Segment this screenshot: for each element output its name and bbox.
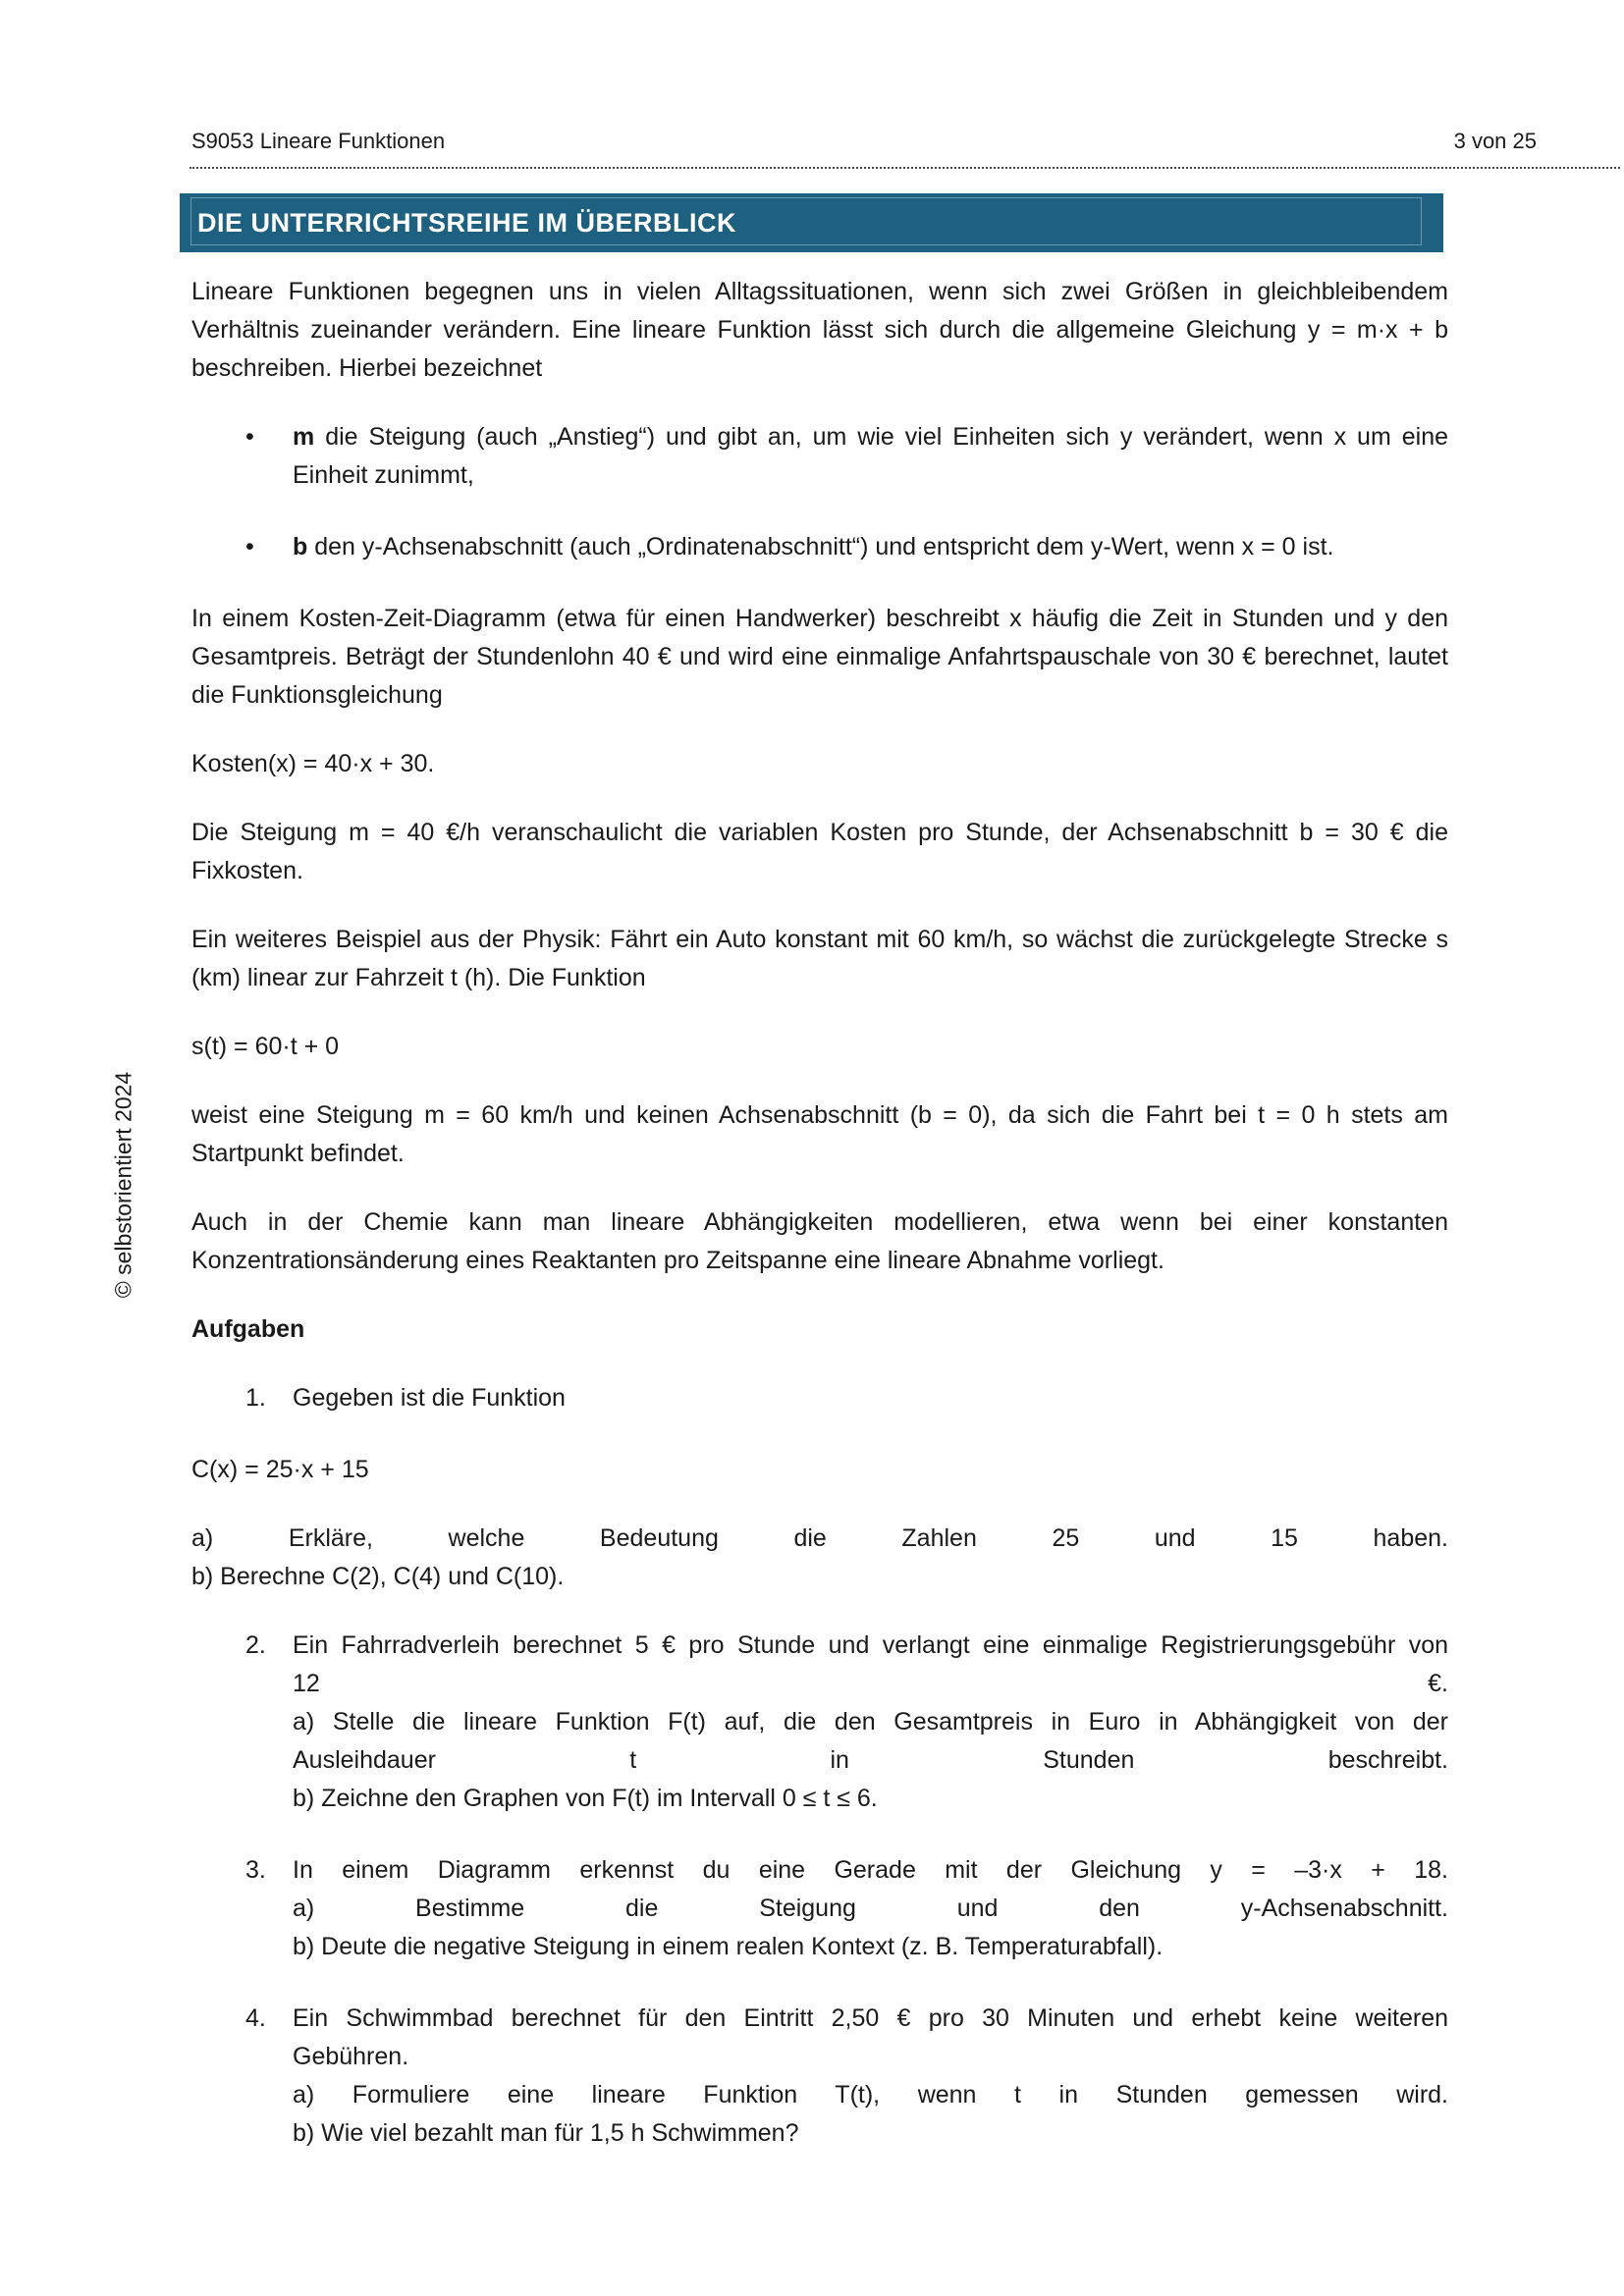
- bullet-item-m: [191, 418, 1448, 495]
- document-code: S9053 Lineare Funktionen: [191, 129, 446, 153]
- task-4-line-2: Gebühren.: [293, 2043, 409, 2070]
- intro-paragraph-6: Auch in der Chemie kann man lineare Abhängigkeiten modellieren, etwa wenn bei einer konstanten Konzentrationsänderung eines Reaktanten pro Zeitspanne eine lineare Abnahme vorliegt.: [191, 1208, 1448, 1274]
- intro-paragraph-4: Ein weiteres Beispiel aus der Physik: Fährt ein Auto konstant mit 60 km/h, so wächst die zurückgelegte Strecke s (km) linear zur Fahrzeit t (h). Die Funktion: [191, 926, 1448, 991]
- bullet-term-b: b: [293, 533, 308, 561]
- task-1-part-a: a) Erkläre, welche Bedeutung die Zahlen 25 und 15 haben.: [191, 1524, 1448, 1552]
- task-2-body: [293, 1627, 1448, 1818]
- formula-distance: s(t) = 60·t + 0: [191, 1033, 340, 1060]
- bullet-item-b-body: [293, 528, 1448, 566]
- bullet-item-b: [191, 528, 1448, 566]
- section-title: DIE UNTERRICHTSREIHE IM ÜBERBLICK: [197, 207, 737, 238]
- intro-paragraph-3: Die Steigung m = 40 €/h veranschaulicht die variablen Kosten pro Stunde, der Achsenabschnitt b = 30 € die Fixkosten.: [191, 819, 1448, 884]
- page-number: 3 von 25: [1453, 129, 1537, 153]
- task-3-part-b: b) Deute die negative Steigung in einem realen Kontext (z. B. Temperaturabfall).: [293, 1933, 1164, 1960]
- copyright-vertical-text: © selbstorientiert 2024: [110, 1071, 136, 1299]
- header-divider: [189, 167, 1620, 169]
- content-area: [191, 273, 1448, 2186]
- task-1-intro: Gegeben ist die Funktion: [293, 1384, 566, 1412]
- bullet-icon: •: [245, 423, 254, 451]
- intro-paragraph-5: weist eine Steigung m = 60 km/h und keinen Achsenabschnitt (b = 0), da sich die Fahrt bei t = 0 h stets am Startpunkt befindet.: [191, 1101, 1448, 1167]
- task-3-number: 3.: [245, 1856, 266, 1884]
- formula-cost: Kosten(x) = 40·x + 30.: [191, 750, 435, 777]
- task-2-part-a-line-1: a) Stelle die lineare Funktion F(t) auf, die den Gesamtpreis in Euro in Abhängigkeit von der: [293, 1708, 1448, 1735]
- bullet-item-m-body: [293, 418, 1448, 495]
- tasks-heading: Aufgaben: [191, 1315, 305, 1343]
- task-4-item: [191, 2000, 1448, 2153]
- task-3-item: [191, 1851, 1448, 1966]
- section-banner: [180, 193, 1443, 252]
- intro-paragraph-2: In einem Kosten-Zeit-Diagramm (etwa für einen Handwerker) beschreibt x häufig die Zeit in Stunden und y den Gesamtpreis. Beträgt der Stundenlohn 40 € und wird eine einmalige Anfahrtspauschale von 30 € berechnet, lautet die Funktionsgleichung: [191, 605, 1448, 709]
- task-2-part-b: b) Zeichne den Graphen von F(t) im Intervall 0 ≤ t ≤ 6.: [293, 1785, 878, 1812]
- task-4-body: [293, 2000, 1448, 2153]
- task-2-number: 2.: [245, 1631, 266, 1659]
- page-header: [191, 129, 1537, 154]
- task-4-part-a: a) Formuliere eine lineare Funktion T(t), wenn t in Stunden gemessen wird.: [293, 2081, 1448, 2109]
- task-1-number: 1.: [245, 1384, 266, 1412]
- task-3-body: [293, 1851, 1448, 1966]
- task-1-item: [191, 1379, 1448, 1417]
- task-1-part-b: b) Berechne C(2), C(4) und C(10).: [191, 1563, 565, 1590]
- task-4-part-b: b) Wie viel bezahlt man für 1,5 h Schwimmen?: [293, 2119, 799, 2147]
- task-1-parts: [191, 1520, 1448, 1596]
- intro-paragraph-1: Lineare Funktionen begegnen uns in vielen Alltagssituationen, wenn sich zwei Größen in gleichbleibendem Verhältnis zueinander verändern. Eine lineare Funktion lässt sich durch die allgemeine Gleichung y = m·x + b beschreiben. Hierbei bezeichnet: [191, 278, 1448, 382]
- task-2-item: [191, 1627, 1448, 1818]
- task-4-line-1: Ein Schwimmbad berechnet für den Eintritt 2,50 € pro 30 Minuten und erhebt keine weiteren: [293, 2004, 1448, 2032]
- task-2-line-1: Ein Fahrradverleih berechnet 5 € pro Stunde und verlangt eine einmalige Registrierungsgebühr von: [293, 1631, 1448, 1659]
- task-3-part-a: a) Bestimme die Steigung und den y-Achsenabschnitt.: [293, 1895, 1448, 1922]
- bullet-icon: •: [245, 533, 254, 561]
- bullet-text-m: die Steigung (auch „Anstieg“) und gibt an, um wie viel Einheiten sich y verändert, wenn x um eine Einheit zunimmt,: [293, 423, 1448, 489]
- task-3-line-1: In einem Diagramm erkennst du eine Gerade mit der Gleichung y = –3·x + 18.: [293, 1856, 1448, 1884]
- task-4-number: 4.: [245, 2004, 266, 2032]
- task-2-line-2: 12 €.: [293, 1670, 1448, 1697]
- bullet-text-b: den y-Achsenabschnitt (auch „Ordinatenabschnitt“) und entspricht dem y-Wert, wenn x = 0 ist.: [314, 533, 1334, 561]
- bullet-term-m: m: [293, 423, 315, 451]
- task-1-formula: C(x) = 25·x + 15: [191, 1456, 369, 1483]
- task-2-part-a-line-2: Ausleihdauer t in Stunden beschreibt.: [293, 1746, 1448, 1774]
